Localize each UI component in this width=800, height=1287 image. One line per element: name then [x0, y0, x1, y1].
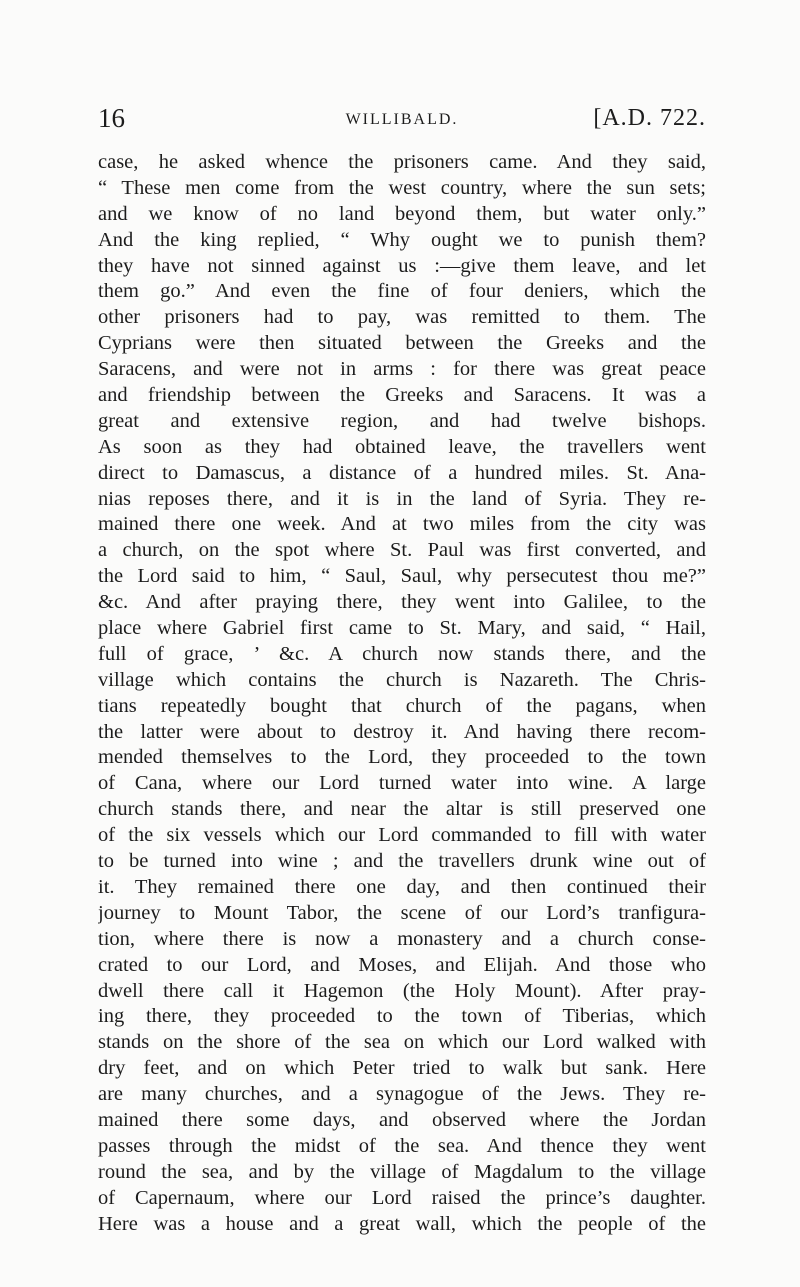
- text-line: nias reposes there, and it is in the land of Syria. They re-: [98, 487, 706, 510]
- text-line: they have not sinned against us :—give them leave, and let: [98, 254, 706, 277]
- text-line: &c. And after praying there, they went into Galilee, to the: [98, 591, 706, 614]
- text-line: Here was a house and a great wall, which the people of the: [98, 1212, 706, 1235]
- text-line: of the six vessels which our Lord commanded to fill with water: [98, 824, 706, 847]
- text-line: Cyprians were then situated between the Greeks and the: [98, 332, 706, 355]
- text-line: mended themselves to the Lord, they proceeded to the town: [98, 746, 706, 769]
- text-line: church stands there, and near the altar is still preserved one: [98, 798, 706, 821]
- text-line: mained there one week. And at two miles from the city was: [98, 513, 706, 536]
- text-line: it. They remained there one day, and then continued their: [98, 875, 706, 898]
- text-line: “ These men come from the west country, where the sun sets;: [98, 176, 706, 199]
- text-line: other prisoners had to pay, was remitted to them. The: [98, 306, 706, 329]
- text-line: village which contains the church is Nazareth. The Chris-: [98, 668, 706, 691]
- text-line: and we know of no land beyond them, but water only.”: [98, 202, 706, 225]
- text-line: As soon as they had obtained leave, the travellers went: [98, 435, 706, 458]
- text-line: great and extensive region, and had twelve bishops.: [98, 409, 706, 432]
- text-line: stands on the shore of the sea on which our Lord walked with: [98, 1031, 706, 1054]
- text-line: ing there, they proceeded to the town of Tiberias, which: [98, 1005, 706, 1028]
- text-line: Saracens, and were not in arms : for there was great peace: [98, 358, 706, 381]
- text-line: passes through the midst of the sea. And thence they went: [98, 1134, 706, 1157]
- text-line: direct to Damascus, a distance of a hundred miles. St. Ana-: [98, 461, 706, 484]
- text-line: of Cana, where our Lord turned water into wine. A large: [98, 772, 706, 795]
- text-line: tians repeatedly bought that church of the pagans, when: [98, 694, 706, 717]
- text-line: the Lord said to him, “ Saul, Saul, why persecutest thou me?”: [98, 565, 706, 588]
- text-line: are many churches, and a synagogue of the Jews. They re-: [98, 1083, 706, 1106]
- text-line: mained there some days, and observed where the Jordan: [98, 1108, 706, 1131]
- text-line: to be turned into wine ; and the travellers drunk wine out of: [98, 850, 706, 873]
- text-line: place where Gabriel first came to St. Mary, and said, “ Hail,: [98, 617, 706, 640]
- text-line: tion, where there is now a monastery and a church conse-: [98, 927, 706, 950]
- text-line: of Capernaum, where our Lord raised the prince’s daughter.: [98, 1186, 706, 1209]
- text-line: them go.” And even the fine of four deniers, which the: [98, 280, 706, 303]
- page-number: 16: [98, 103, 125, 133]
- text-line: round the sea, and by the village of Magdalum to the village: [98, 1160, 706, 1183]
- text-line: And the king replied, “ Why ought we to punish them?: [98, 228, 706, 251]
- text-line: dry feet, and on which Peter tried to walk but sank. Here: [98, 1057, 706, 1080]
- text-line: crated to our Lord, and Moses, and Elijah. And those who: [98, 953, 706, 976]
- text-line: journey to Mount Tabor, the scene of our Lord’s tranfigura-: [98, 901, 706, 924]
- text-line: dwell there call it Hagemon (the Holy Mount). After pray-: [98, 979, 706, 1002]
- text-line: the latter were about to destroy it. And having there recom-: [98, 720, 706, 743]
- body-text: [98, 150, 706, 1237]
- text-line: case, he asked whence the prisoners came. And they said,: [98, 151, 706, 173]
- date-mark: [A.D. 722.: [593, 105, 706, 131]
- text-line: a church, on the spot where St. Paul was first converted, and: [98, 539, 706, 562]
- text-line: and friendship between the Greeks and Saracens. It was a: [98, 384, 706, 407]
- running-head: WILLIBALD.: [345, 111, 459, 128]
- text-line: full of grace, ’ &c. A church now stands there, and the: [98, 642, 706, 665]
- page-header: [98, 100, 706, 136]
